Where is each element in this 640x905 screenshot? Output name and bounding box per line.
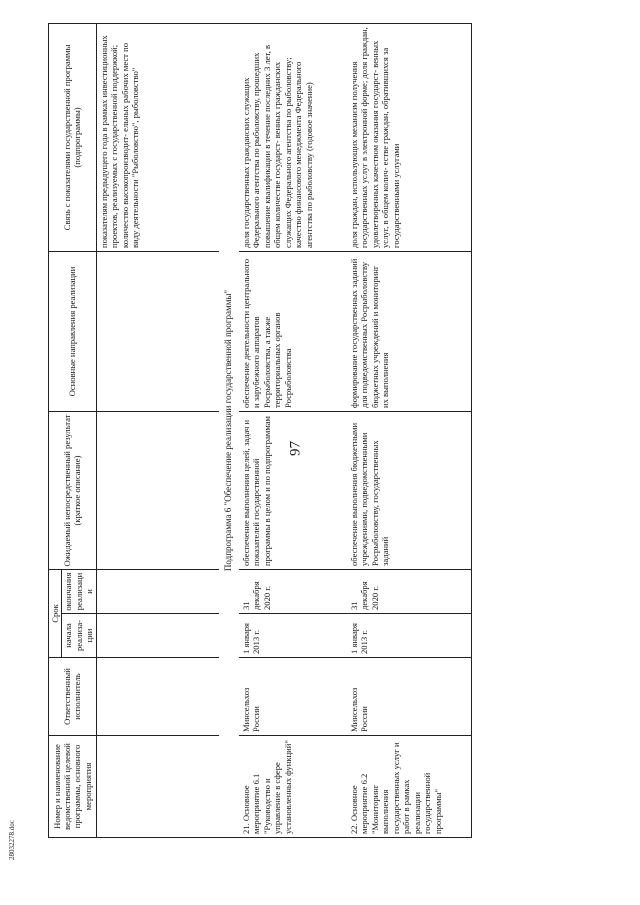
continuation-row [96,23,219,837]
table-row [239,23,347,837]
header-term: Срок [49,569,62,657]
header-executor: Ответственный исполнитель [49,658,97,736]
row-exec: Минсельхоз России [347,658,472,736]
row-link: доля граждан, использующих механизм получения государственных услуг в электронной форме; доля граждан, удовлетворенных качеством оказания государст- венных услуг, в общем колич- естве граждан, обратившихся за государственными услугами [347,23,472,251]
row-link: доля государственных гражданских служащих Федерального агентства по рыболовству, прошедших повышение квалификации в течение последних 3 лет, в общем количестве государст- венных гражданских служащих Федерального агентства по рыболовству; качество финансового менеджмента Федерального агентства по рыболовству (годовое значение) [239,23,347,251]
rotated-table-wrapper [48,24,446,838]
header-start: начала реализа- ции [62,614,96,658]
row-end: 31 декабря 2020 г. [347,569,472,613]
row-directions: формирование государственных заданий для подведомственных Росрыболовству бюджетных учреждений и мониторинг их выполнения [347,251,472,411]
header-name: Номер и наименование ведомственной целевой программы, основного мероприятия [49,736,97,838]
header-row [49,23,62,837]
subprogram-row [219,23,239,837]
row-start: 1 января 2013 г. [239,614,347,658]
cont-cell-4 [96,569,219,613]
row-end: 31 декабря 2020 г. [239,569,347,613]
header-end: окончания реализации [62,569,96,613]
row-result: обеспечение выполнения целей, задач и показателей государственной программы в целом и по подпрограммам [239,411,347,569]
cont-cell-6 [96,251,219,411]
row-result: обеспечение выполнения бюджетными учреждениями, подведомственными Росрыболовству, государственных заданий [347,411,472,569]
row-name: 22. Основное мероприятие 6.2 "Мониторинг выполнения государственных услуг и работ в рамках реализации государственной программы" [347,736,472,838]
cont-cell-1 [96,736,219,838]
table-row [347,23,472,837]
header-link: Связь с показателями государственной программы (подпрограммы) [49,23,97,251]
cont-cell-5 [96,411,219,569]
row-name: 21. Основное мероприятие 6.1 "Руководство и управление в сфере установленных функций" [239,736,347,838]
document-id: 28032278.doc [8,820,16,860]
row-directions: обеспечение деятельности центрального и зарубежного аппаратов Росрыболовства, а также территориальных органов Росрыболовства [239,251,347,411]
page-number: 97 [287,441,304,456]
row-start: 1 января 2013 г. [347,614,472,658]
subprogram-title: Подпрограмма 6 "Обеспечение реализации государственной программы" [219,23,239,837]
program-table [48,23,472,838]
row-exec: Минсельхоз России [239,658,347,736]
cont-link: показателям предыдущего года в рамках инвестиционных проектов, реализуемых с государственной поддержкой; количество высокопроизводит- ельных рабочих мест по виду деятельности "Рыболовство", рыболовство" [96,23,219,251]
cont-cell-2 [96,658,219,736]
header-directions: Основные направления реализации [49,251,97,411]
cont-cell-3 [96,614,219,658]
header-result: Ожидаемый непосредственный результат (краткое описание) [49,411,97,569]
